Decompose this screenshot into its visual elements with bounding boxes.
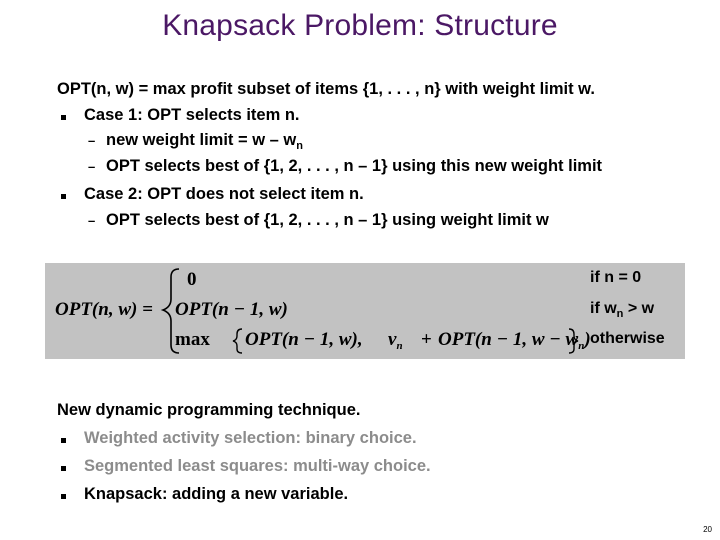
- formula-row2-cond-suffix: > w: [627, 300, 655, 317]
- formula-row3-arg2: [438, 329, 591, 351]
- formula-row3-max: max: [175, 329, 210, 350]
- formula-row3-v: [388, 329, 403, 351]
- formula-row3-arg1: OPT(n − 1, w),: [245, 329, 363, 350]
- recurrence-formula: [45, 263, 685, 359]
- bullet-item-activity: Weighted activity selection: binary choice.: [84, 429, 417, 447]
- dash-icon: –: [88, 133, 96, 148]
- bullet-icon: [61, 494, 66, 499]
- page-number: 20: [703, 525, 712, 534]
- formula-row1-cond: if n = 0: [590, 269, 642, 286]
- formula-lhs: OPT(n, w) =: [55, 299, 153, 320]
- formula-row3-v-subscript: n: [396, 340, 403, 352]
- case1-sub1-text: new weight limit = w – w: [106, 131, 297, 149]
- bullet-item-knapsack: Knapsack: adding a new variable.: [84, 485, 349, 503]
- case2-label: Case 2: OPT does not select item n.: [84, 185, 364, 203]
- formula-row3-plus: +: [421, 329, 432, 350]
- formula-row2-expr: OPT(n − 1, w): [175, 299, 288, 320]
- bullet-icon: [61, 194, 66, 199]
- page-title: Knapsack Problem: Structure: [162, 9, 558, 42]
- formula-row3-arg2-subscript: n: [578, 340, 585, 352]
- case1-sub1: [106, 131, 303, 150]
- case2-sub1: OPT selects best of {1, 2, . . . , n – 1} using weight limit w: [106, 211, 549, 229]
- bullet-icon: [61, 438, 66, 443]
- bullet-item-least-squares: Segmented least squares: multi-way choice.: [84, 457, 431, 475]
- formula-row3-v-letter: v: [388, 329, 397, 350]
- formula-row2-cond-subscript: n: [616, 308, 624, 320]
- formula-row2-cond-prefix: if w: [590, 300, 617, 317]
- opt-definition: OPT(n, w) = max profit subset of items {1, . . . , n} with weight limit w.: [57, 80, 595, 98]
- dash-icon: –: [88, 159, 96, 174]
- case1-sub2: OPT selects best of {1, 2, . . . , n – 1} using this new weight limit: [106, 157, 603, 175]
- formula-row3-cond: otherwise: [590, 330, 665, 347]
- dash-icon: –: [88, 213, 96, 228]
- case1-label: Case 1: OPT selects item n.: [84, 106, 300, 124]
- formula-row3-arg2-close: ): [584, 329, 591, 350]
- case1-sub1-subscript: n: [296, 140, 303, 152]
- formula-row3-arg2-text: OPT(n − 1, w − w: [438, 329, 579, 350]
- technique-heading: New dynamic programming technique.: [57, 401, 361, 419]
- formula-row1-expr: 0: [187, 269, 197, 290]
- bullet-icon: [61, 466, 66, 471]
- formula-row2-cond: [590, 300, 654, 318]
- bullet-icon: [61, 115, 66, 120]
